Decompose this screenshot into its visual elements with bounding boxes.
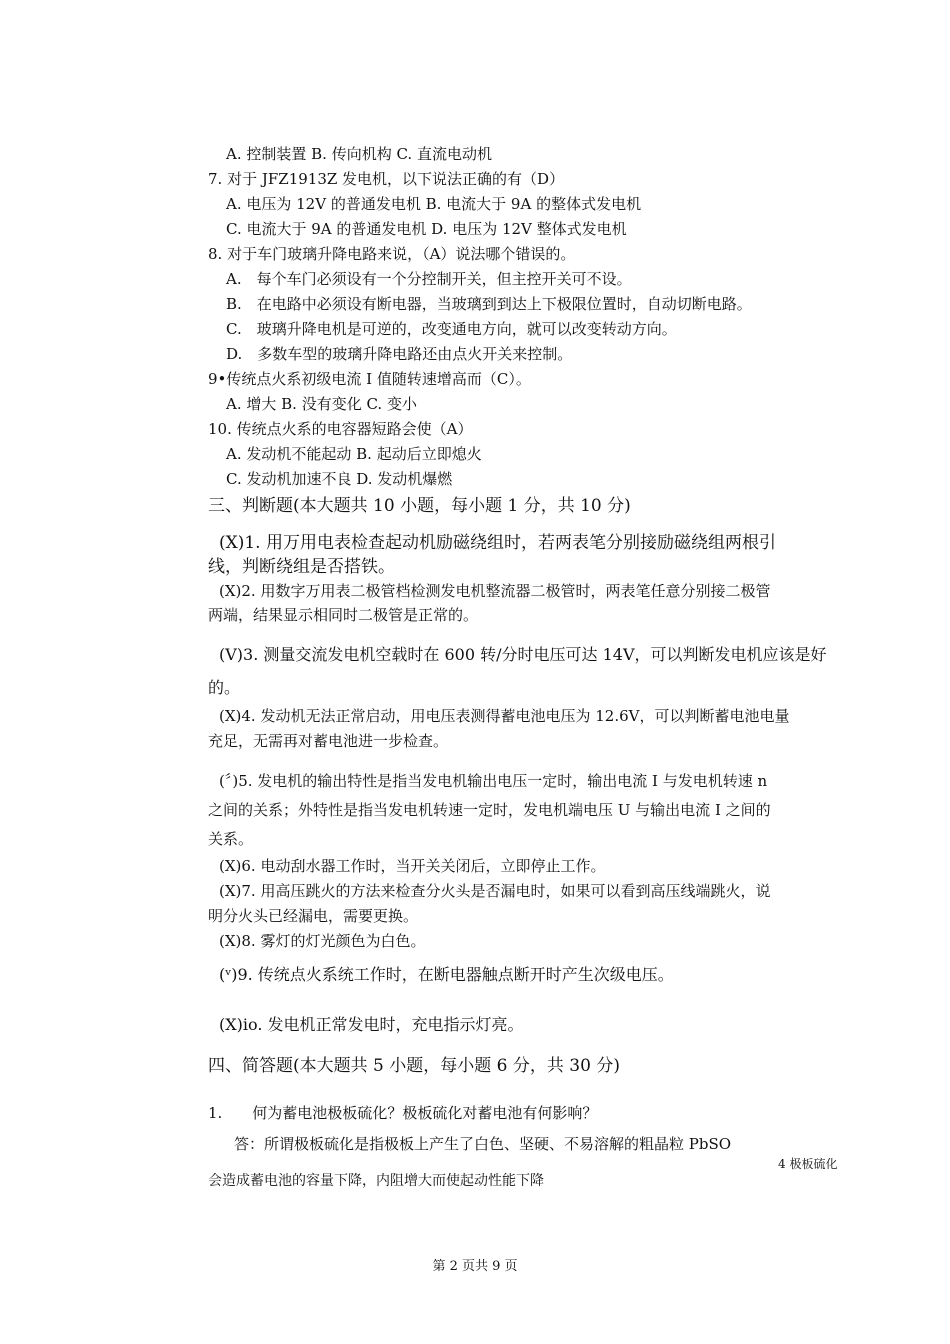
q8-option-a: A. 每个车门必须设有一个分控制开关，但主控开关可不设。: [226, 270, 632, 288]
judge-5-line-3: 关系。: [208, 830, 254, 848]
q9-options: A. 增大 B. 没有变化 C. 变小: [226, 395, 417, 413]
page-footer: 第 2 页共 9 页: [432, 1259, 518, 1274]
judge-5-line-2: 之间的关系；外特性是指当发电机转速一定时，发电机端电压 U 与输出电流 I 之间的: [208, 801, 771, 819]
q10-question: 10. 传统点火系的电容器短路会使（A）: [208, 420, 473, 438]
q6-options: A. 控制装置 B. 传向机构 C. 直流电动机: [226, 145, 492, 163]
short-answer-a1-line-2: 会造成蓄电池的容量下降，内阻增大而使起动性能下降: [208, 1173, 544, 1189]
q9-question: 9•传统点火系初级电流 I 值随转速增高而（C）。: [208, 370, 531, 388]
judge-1-line-2: 线，判断绕组是否搭铁。: [208, 557, 395, 577]
q7-options-ab: A. 电压为 12V 的普通发电机 B. 电流大于 9A 的整体式发电机: [226, 195, 642, 213]
judge-6: (X)6. 电动刮水器工作时，当开关关闭后，立即停止工作。: [219, 857, 606, 875]
short-answer-q1: 1. 何为蓄电池极板硫化？极板硫化对蓄电池有何影响？: [208, 1104, 598, 1122]
q8-option-d: D. 多数车型的玻璃升降电路还由点火开关来控制。: [226, 345, 573, 363]
judge-8: (X)8. 雾灯的灯光颜色为白色。: [219, 932, 426, 950]
judge-7-line-1: (X)7. 用高压跳火的方法来检查分火头是否漏电时，如果可以看到高压线端跳火，说: [219, 882, 771, 900]
short-answer-a1-line-1: 答：所谓极板硫化是指极板上产生了白色、坚硬、不易溶解的粗晶粒 PbSO: [234, 1135, 732, 1153]
section-heading-judgement: 三、判断题(本大题共 10 小题，每小题 1 分，共 10 分): [208, 496, 631, 516]
judge-1-line-1: (X)1. 用万用电表检查起动机励磁绕组时，若两表笔分别接励磁绕组两根引: [219, 533, 776, 553]
judge-4-line-2: 充足，无需再对蓄电池进一步检查。: [208, 732, 449, 750]
q10-options-ab: A. 发动机不能起动 B. 起动后立即熄火: [226, 445, 482, 463]
judge-3-line-1: (V)3. 测量交流发电机空载时在 600 转/分时电压可达 14V，可以判断发电机应该是好: [219, 645, 827, 664]
section-heading-short-answer: 四、简答题(本大题共 5 小题，每小题 6 分，共 30 分): [208, 1056, 620, 1076]
judge-10: (X)io. 发电机正常发电时，充电指示灯亮。: [219, 1015, 524, 1034]
q10-options-cd: C. 发动机加速不良 D. 发动机爆燃: [226, 470, 453, 488]
q8-option-b: B. 在电路中必须设有断电器，当玻璃到到达上下极限位置时，自动切断电路。: [226, 295, 752, 313]
q7-question: 7. 对于 JFZ1913Z 发电机，以下说法正确的有（D）: [208, 170, 565, 188]
short-answer-a1-subscript: 4 极板硫化: [778, 1157, 838, 1171]
q7-options-cd: C. 电流大于 9A 的普通发电机 D. 电压为 12V 整体式发电机: [226, 220, 627, 238]
judge-9: (ᵛ)9. 传统点火系统工作时，在断电器触点断开时产生次级电压。: [219, 965, 674, 984]
judge-3-line-2: 的。: [208, 678, 241, 697]
judge-2-line-1: (X)2. 用数字万用表二极管档检测发电机整流器二极管时，两表笔任意分别接二极管: [219, 582, 771, 600]
q8-option-c: C. 玻璃升降电机是可逆的，改变通电方向，就可以改变转动方向。: [226, 320, 677, 338]
judge-4-line-1: (X)4. 发动机无法正常启动，用电压表测得蓄电池电压为 12.6V，可以判断蓄电池电量: [219, 707, 790, 725]
judge-5-line-1: (〞)5. 发电机的输出特性是指当发电机输出电压一定时，输出电流 I 与发电机转速 n: [219, 772, 768, 790]
judge-7-line-2: 明分火头已经漏电，需要更换。: [208, 907, 419, 925]
judge-2-line-2: 两端，结果显示相同时二极管是正常的。: [208, 606, 479, 624]
q8-question: 8. 对于车门玻璃升降电路来说，（A）说法哪个错误的。: [208, 245, 576, 263]
